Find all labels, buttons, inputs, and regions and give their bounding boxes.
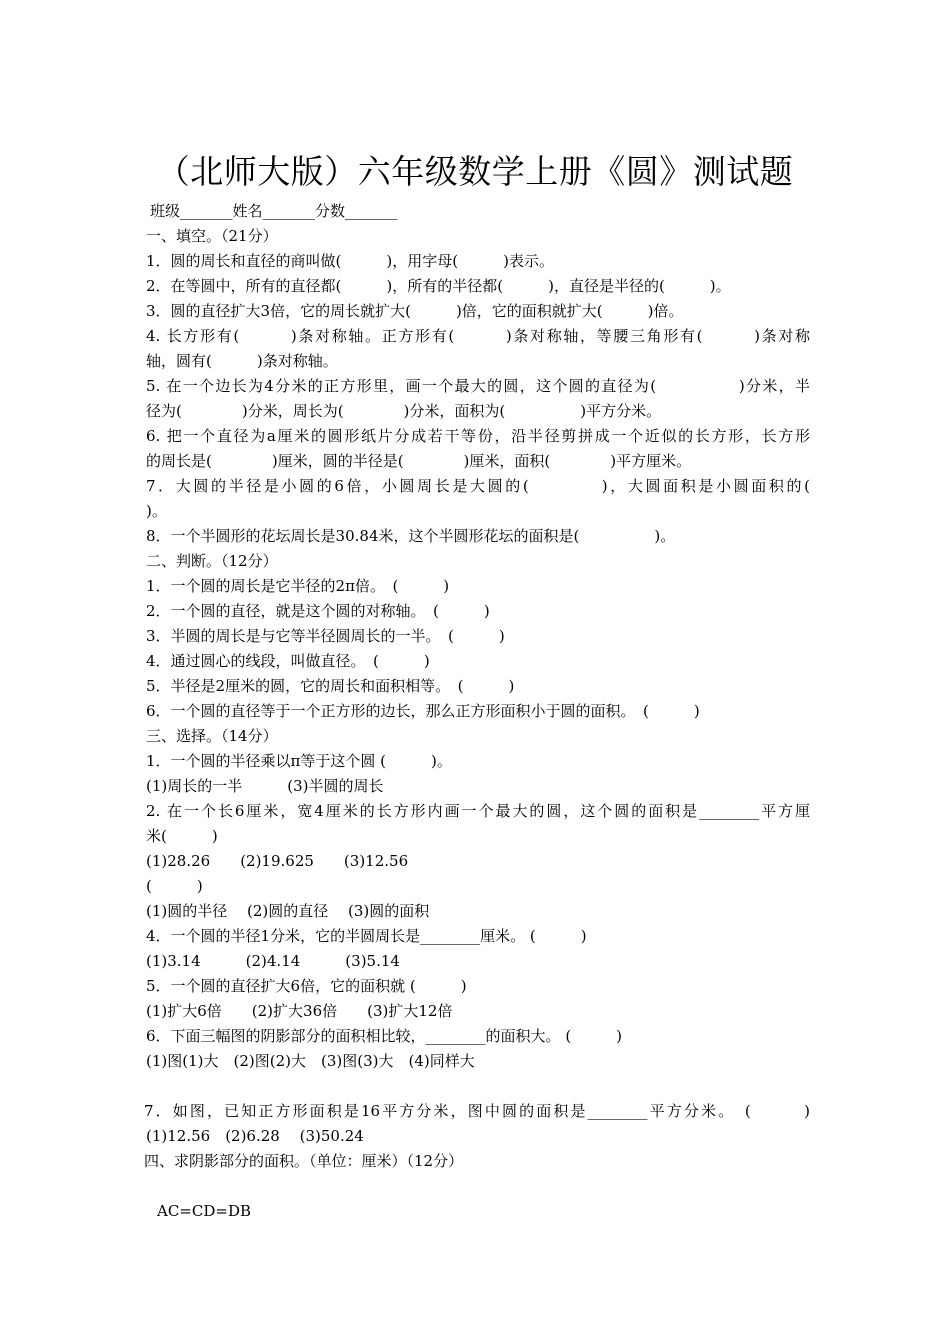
- question-line: 6．下面三幅图的阴影部分的面积相比较，________的面积大。 ( ): [146, 1027, 623, 1045]
- question-line: 8．一个半圆形的花坛周长是30.84米，这个半圆形花坛的面积是( )。: [146, 527, 676, 545]
- question-line: 的周长是( )厘米，圆的半径是( )厘米，面积( )平方厘米。: [146, 452, 692, 470]
- question-line: 4．通过圆心的线段，叫做直径。 ( ): [146, 652, 430, 670]
- question-line: 4. 长方形有( )条对称轴。正方形有( )条对称轴，等腰三角形有( )条对称: [146, 327, 810, 345]
- figure-condition-label: AC=CD=DB: [157, 1202, 251, 1220]
- question-line: 7．如图，已知正方形面积是16平方分米，图中圆的面积是________平方分米。 ( ): [144, 1102, 810, 1120]
- question-line: (1)图(1)大 (2)图(2)大 (3)图(3)大 (4)同样大: [146, 1052, 475, 1070]
- question-line: 3．圆的直径扩大3倍，它的周长就扩大( )倍，它的面积就扩大( )倍。: [146, 302, 684, 320]
- question-line: 2．一个圆的直径，就是这个圆的对称轴。 ( ): [146, 602, 490, 620]
- question-line: (1)28.26 (2)19.625 (3)12.56: [146, 852, 409, 870]
- section-heading-multiple-choice: 三、选择。（14分）: [146, 727, 278, 745]
- question-line: 3．半圆的周长是与它等半径圆周长的一半。 ( ): [146, 627, 505, 645]
- question-line: (1)圆的半径 (2)圆的直径 (3)圆的面积: [146, 902, 430, 920]
- section-heading-fill-blank: 一、填空。（21分）: [146, 227, 278, 245]
- question-line: 径为( )分米，周长为( )分米，面积为( )平方分米。: [146, 402, 662, 420]
- question-line: ( ): [146, 877, 203, 895]
- question-line: 6．一个圆的直径等于一个正方形的边长，那么正方形面积小于圆的面积。 ( ): [146, 702, 700, 720]
- question-line: 6. 把一个直径为a厘米的圆形纸片分成若干等份，沿半径剪拼成一个近似的长方形，长方形: [146, 427, 810, 445]
- question-line: 5．一个圆的直径扩大6倍，它的面积就 ( ): [146, 977, 467, 995]
- document-title: （北师大版）六年级数学上册《圆》测试题: [156, 152, 794, 191]
- question-line: (1)3.14 (2)4.14 (3)5.14: [146, 952, 400, 970]
- question-line: 7．大圆的半径是小圆的6倍，小圆周长是大圆的( )，大圆面积是小圆面积的(: [146, 477, 810, 495]
- section-heading-true-false: 二、判断。（12分）: [146, 552, 278, 570]
- question-line: 5. 在一个边长为4分米的正方形里，画一个最大的圆，这个圆的直径为( )分米，半: [146, 377, 810, 395]
- question-line: 1．一个圆的半径乘以π等于这个圆 ( )。: [146, 752, 452, 770]
- question-line: (1)周长的一半 (3)半圆的周长: [146, 777, 384, 795]
- question-line: (1)12.56 (2)6.28 (3)50.24: [146, 1127, 364, 1145]
- question-line: 米( ): [146, 827, 218, 845]
- question-line: 轴，圆有( )条对称轴。: [146, 352, 338, 370]
- section-heading-shaded-area: 四、求阴影部分的面积。（单位：厘米）（12分）: [144, 1152, 464, 1170]
- question-line: 1．圆的周长和直径的商叫做( )，用字母( )表示。: [146, 252, 554, 270]
- question-line: 2. 在一个长6厘米，宽4厘米的长方形内画一个最大的圆，这个圆的面积是________平方厘: [146, 802, 810, 820]
- question-line: 5．半径是2厘米的圆，它的周长和面积相等。 ( ): [146, 677, 515, 695]
- question-line: 2．在等圆中，所有的直径都( )，所有的半径都( )，直径是半径的( )。: [146, 277, 731, 295]
- question-line: )。: [146, 502, 167, 520]
- question-line: 1．一个圆的周长是它半径的2π倍。 ( ): [146, 577, 450, 595]
- header-fields: 班级_______姓名_______分数_______: [150, 202, 398, 220]
- question-line: (1)扩大6倍 (2)扩大36倍 (3)扩大12倍: [146, 1002, 453, 1020]
- question-line: 4．一个圆的半径1分米，它的半圆周长是________厘米。 ( ): [146, 927, 587, 945]
